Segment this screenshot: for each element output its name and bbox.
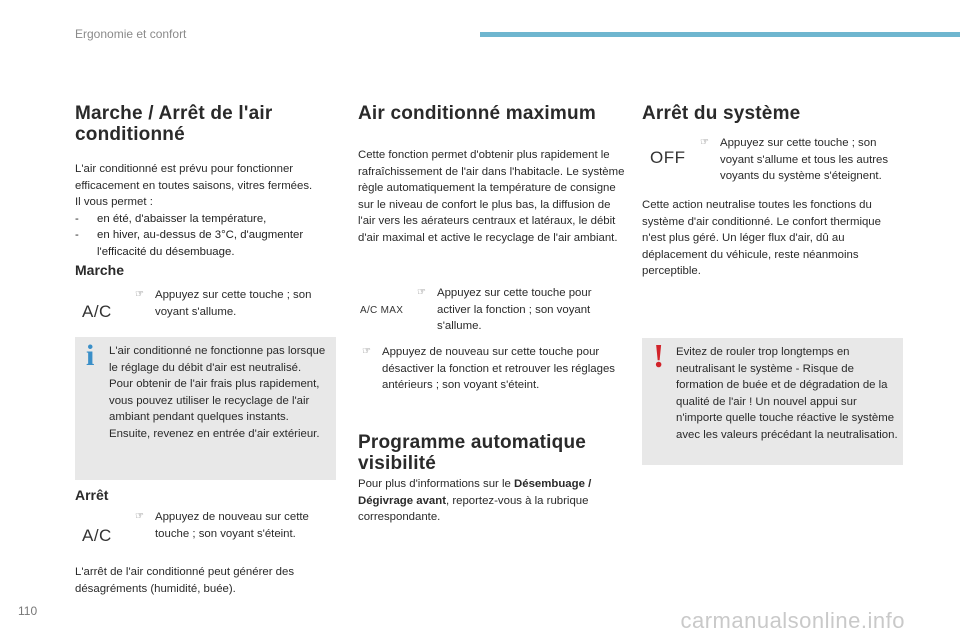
ac-key-button[interactable]: A/C (82, 302, 112, 321)
info-note-text: L'air conditionné ne fonctionne pas lorsque le réglage du débit d'air est neutralisé. Pour obtenir de l'air frais plus rapidement, vous pouvez utiliser le recyclage de l'air ambiant pendant quelques instants. Ensuite, revenez en entrée d'air extérieur. (109, 345, 326, 440)
section-title-system-off: Arrêt du système (642, 103, 801, 124)
step-ac-max-on (417, 285, 612, 335)
heading-marche: Marche (75, 262, 125, 278)
step-system-off (700, 135, 905, 185)
step-ac-max-off (362, 344, 622, 394)
intro-line: Il vous permet : (75, 196, 153, 209)
text-span: , reportez-vous à la rubrique correspondante. (358, 494, 589, 524)
text-span: Pour plus d'informations sur le (358, 478, 515, 490)
section-title-ac-max: Air conditionné maximum (358, 103, 596, 124)
visibility-program-text (358, 476, 626, 526)
step-text: Appuyez de nouveau sur cette touche ; son voyant s'éteint. (155, 511, 309, 540)
step-text: Appuyez de nouveau sur cette touche pour désactiver la fonction et retrouver les réglages antérieurs ; son voyant s'éteint. (382, 346, 615, 392)
step-text: Appuyez sur cette touche pour activer la fonction ; son voyant s'allume. (437, 287, 592, 333)
step-text: Appuyez sur cette touche ; son voyant s'allume et tous les autres voyants du système s'éteignent. (720, 137, 889, 183)
section-title-visibility-program: Programme automatique visibilité (358, 432, 587, 474)
pointing-hand-icon: ☞ (362, 346, 371, 357)
warning-icon: ! (653, 338, 665, 375)
list-dash: - (75, 212, 79, 225)
ac-max-intro: Cette fonction permet d'obtenir plus rapidement le rafraîchissement de l'air dans l'habitacle. Le système règle automatiquement la température de consigne sur le niveau de confort le plus bas, la diffusion de l'air vers les aérateurs centraux et latéraux, le débit d'air maximal et active le recyclage de l'air ambiant. (358, 149, 625, 244)
warning-note (642, 338, 903, 465)
intro-text (75, 161, 340, 211)
pointing-hand-icon: ☞ (417, 287, 426, 298)
pointing-hand-icon: ☞ (135, 511, 144, 522)
ac-max-key-button[interactable]: A/C MAX (360, 305, 404, 316)
defrost-reference-text: Désembuage / Dégivrage avant (358, 478, 592, 507)
step-arret (135, 509, 335, 542)
season-list (75, 211, 340, 261)
info-note (75, 337, 336, 480)
pointing-hand-icon: ☞ (700, 137, 709, 148)
arret-consequence-text: L'arrêt de l'air conditionné peut générer des désagréments (humidité, buée). (75, 566, 295, 595)
warning-note-text: Evitez de rouler trop longtemps en neutralisant le système - Risque de formation de buée et de dégradation de la qualité de l'air ! Un nouvel appui sur n'importe quelle touche réactive le système avec les valeurs précédant la neutralisation. (676, 346, 898, 441)
list-item-text: en été, d'abaisser la température, (97, 212, 267, 225)
intro-line: L'air conditionné est prévu pour fonctionner (75, 163, 294, 175)
section-header: Ergonomie et confort (75, 27, 187, 41)
page-number: 110 (18, 604, 38, 618)
watermark: carmanualsonline.info (680, 608, 905, 633)
step-marche (135, 287, 335, 320)
intro-line: efficacement en toutes saisons, vitres fermées. (75, 179, 313, 192)
list-item-text: en hiver, au-dessus de 3°C, d'augmenter l'efficacité du désembuage. (97, 229, 304, 258)
ac-key-button[interactable]: A/C (82, 526, 112, 545)
column-ac-on-off (75, 103, 340, 261)
header-accent-bar (480, 32, 960, 37)
off-key-button[interactable]: OFF (650, 148, 686, 167)
list-dash: - (75, 229, 79, 242)
section-title-ac-on-off: Marche / Arrêt de l'air conditionné (75, 103, 273, 145)
list-item (75, 227, 340, 260)
info-icon: i (86, 339, 95, 372)
pointing-hand-icon: ☞ (135, 289, 144, 300)
heading-arret: Arrêt (75, 487, 109, 503)
step-text: Appuyez sur cette touche ; son voyant s'allume. (155, 289, 312, 318)
list-item (75, 211, 340, 228)
system-off-text: Cette action neutralise toutes les fonctions du système d'air conditionné. Le confort thermique n'est plus géré. Un léger flux d'air, dû au déplacement du véhicule, reste néanmoins perceptible. (642, 199, 881, 278)
